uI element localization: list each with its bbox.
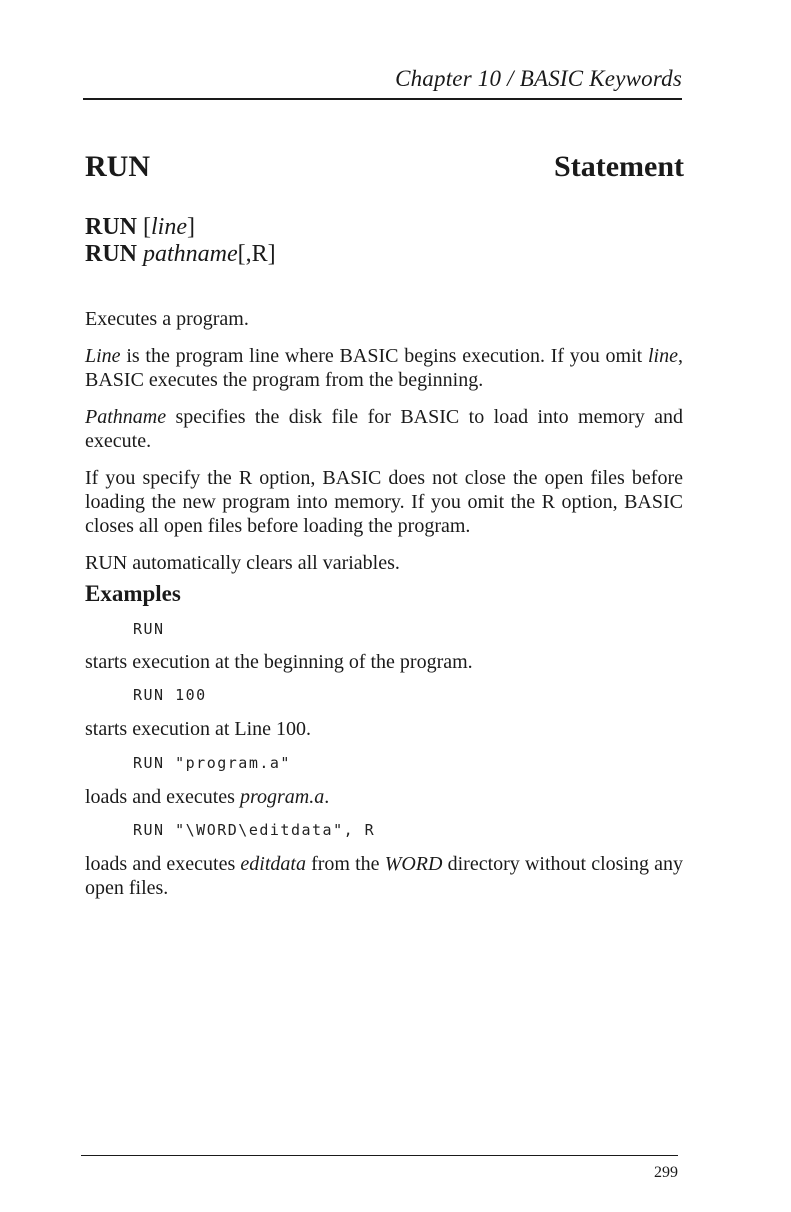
example-code: RUN "program.a" <box>133 754 291 772</box>
example-code: RUN "\WORD\editdata", R <box>133 821 376 839</box>
description-paragraph: RUN automatically clears all variables. <box>85 552 400 574</box>
running-head: Chapter 10 / BASIC Keywords <box>395 66 682 91</box>
syntax-line <box>85 214 276 241</box>
entry-title-row <box>85 150 684 184</box>
page-number: 299 <box>654 1164 678 1181</box>
syntax-arg: pathname <box>143 241 238 267</box>
examples-heading: Examples <box>85 581 181 606</box>
example-text: starts execution at Line 100. <box>85 718 312 740</box>
example-code: RUN <box>133 620 165 638</box>
entry-type: Statement <box>554 150 684 183</box>
description-paragraph: Pathname specifies the disk file for BASIC to load into memory and execute. <box>85 406 683 452</box>
example-code: RUN 100 <box>133 686 207 704</box>
syntax-line <box>85 241 276 268</box>
syntax-args-rest: [,R] <box>237 241 276 267</box>
syntax-keyword: RUN <box>85 214 137 240</box>
syntax-block <box>85 214 276 268</box>
syntax-keyword: RUN <box>85 241 137 267</box>
example-text: starts execution at the beginning of the program. <box>85 651 473 673</box>
example-text: loads and executes program.a. <box>85 786 330 808</box>
example-text: loads and executes editdata from the WORD directory without closing any open files. <box>85 853 684 899</box>
header-rule <box>83 98 682 100</box>
description <box>85 307 683 588</box>
description-paragraph: If you specify the R option, BASIC does not close the open files before loading the new program into memory. If you omit the R option, BASIC closes all open files before loading the program. <box>85 467 683 537</box>
footer-rule <box>81 1155 678 1156</box>
description-paragraph: Line is the program line where BASIC begins execution. If you omit line, BASIC executes the program from the beginning. <box>85 345 683 391</box>
syntax-args: [line] <box>143 214 195 240</box>
description-paragraph: Executes a program. <box>85 308 249 330</box>
entry-keyword: RUN <box>85 150 150 183</box>
